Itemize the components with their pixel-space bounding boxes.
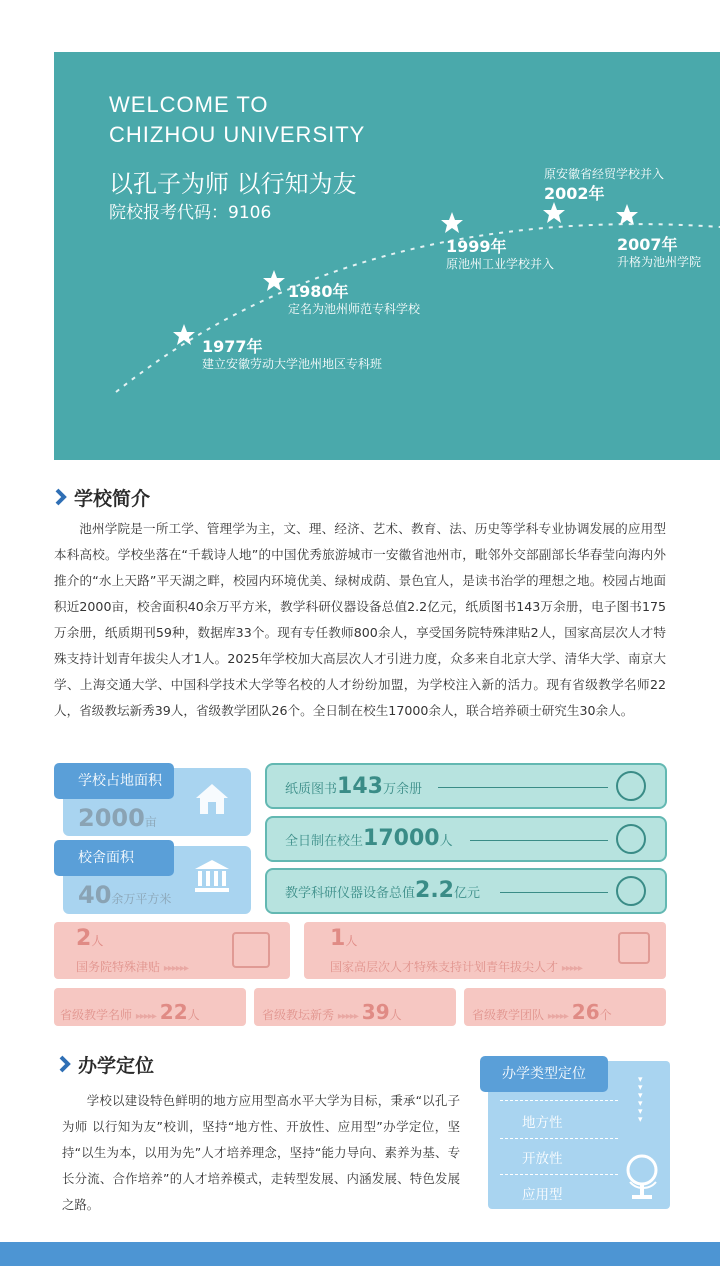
intro-paragraph: 池州学院是一所工学、管理学为主，文、理、经济、艺术、教育、法、历史等学科专业协调发展的应用型本科高校。学校坐落在“千载诗人地”的中国优秀旅游城市一安徽省池州市，毗邻外交部副部长华春莹向海内外推介的“水上天路”平天湖之畔，校园内环境优美、绿树成荫、景色宜人，是读书治学的理想之地。校园占地面积近2000亩，校舍面积40余万平方米，教学科研仪器设备总值2.2亿元，纸质图书143万余册，电子图书175万余册，纸质期刊59种，数据库33个。现有专任教师800余人，享受国务院特殊津贴2人，国家高层次人才特殊支持计划青年拔尖人才1人。2025年学校加大高层次人才引进力度，众多来自北京大学、清华大学、南京大学、上海交通大学、中国科学技术大学等名校的人才纷纷加盟，为学校注入新的活力。现有省级教学名师22人，省级教坛新秀39人，省级教学团队26个。全日制在校生17000余人，联合培养硕士研究生30余人。: [54, 521, 666, 718]
orientation-item-applied: 应用型: [522, 1187, 563, 1203]
area-value: 2000: [78, 804, 145, 832]
state-council-label: 国务院特殊津贴: [76, 960, 161, 974]
welcome-line-2: CHIZHOU UNIVERSITY: [109, 122, 366, 147]
books-value: 143: [337, 774, 383, 799]
intro-title: 学校简介: [74, 488, 151, 510]
building-unit: 余万平方米: [111, 892, 172, 906]
book-icon: [616, 771, 646, 801]
students-suffix: 人: [439, 834, 453, 849]
newstars-unit: 人: [389, 1008, 402, 1022]
star-icon: [616, 204, 638, 225]
welcome-line-1: WELCOME TO: [109, 92, 269, 117]
positioning-paragraph: 学校以建设特色鲜明的地方应用型高水平大学为目标，秉承“以孔子为师 以行知为友”校训，坚持“地方性、开放性、应用型”办学定位，坚持“以生为本，以用为先”人才培养理念，坚持“能力导向、素养为基、专长分流、合作培养”的人才培养模式，走转型发展、内涵发展、特色发展之路。: [62, 1093, 460, 1212]
down-arrows-icon: ▾ ▾ ▾ ▾ ▾ ▾: [638, 1075, 643, 1125]
school-motto: 以孔子为师 以行知为友: [109, 170, 357, 198]
equipment-suffix: 亿元: [454, 886, 481, 901]
top-talent-value: 1: [330, 926, 346, 951]
timeline-year-1999: 1999年: [446, 237, 507, 256]
star-icon: [173, 324, 195, 345]
teachers-value: 22: [159, 1000, 188, 1024]
area-unit: 亩: [144, 815, 157, 829]
state-council-label-group: 国务院特殊津贴 ▸▸▸▸▸▸: [76, 960, 188, 974]
building-value: 40: [78, 881, 112, 909]
timeline-desc-1980: 定名为池州师范专科学校: [288, 302, 421, 316]
timeline-desc-1999: 原池州工业学校并入: [446, 257, 555, 271]
equipment-arrow: [500, 892, 608, 893]
state-council-value-group: [76, 926, 103, 951]
orientation-divider: [500, 1100, 618, 1101]
timeline-desc-1977: 建立安徽劳动大学池州地区专科班: [202, 357, 383, 371]
timeline-year-1977: 1977年: [202, 337, 263, 356]
chevron-right-icon: [58, 1054, 72, 1074]
globe-icon: [622, 1150, 662, 1202]
top-talent-label: 国家高层次人才特殊支持计划青年拔尖人才: [330, 960, 559, 974]
timeline-year-2002: 2002年: [544, 184, 605, 203]
hero-banner: [54, 52, 720, 460]
state-council-unit: 人: [91, 934, 104, 948]
teachers-label: 省级教学名师: [60, 1008, 133, 1022]
building-label: 校舍面积: [54, 840, 174, 876]
teachers-text: 省级教学名师 ▸▸▸▸▸ 22人: [60, 1000, 200, 1024]
admission-code: 院校报考代码：9106: [109, 203, 272, 223]
students-text: [285, 826, 453, 851]
area-value-group: [78, 804, 157, 832]
star-icon: [263, 270, 285, 291]
state-council-value: 2: [76, 926, 92, 951]
teams-unit: 个: [599, 1008, 612, 1022]
orientation-divider: [500, 1138, 618, 1139]
timeline-desc-2002: 原安徽省经贸学校并入: [544, 167, 665, 181]
timeline-year-1980: 1980年: [288, 282, 349, 301]
books-text: [285, 774, 422, 799]
chevron-right-icon: [54, 487, 68, 507]
top-talent-unit: 人: [345, 934, 358, 948]
house-icon: [192, 779, 232, 819]
orientation-item-local: 地方性: [522, 1115, 563, 1131]
area-label: 学校占地面积: [54, 763, 174, 799]
timeline-desc-2007: 升格为池州学院: [617, 255, 702, 269]
teams-value: 26: [571, 1000, 600, 1024]
students-arrow: [470, 840, 608, 841]
orientation-divider: [500, 1174, 618, 1175]
newstars-value: 39: [361, 1000, 390, 1024]
newstars-text: 省级教坛新秀 ▸▸▸▸▸ 39人: [262, 1000, 402, 1024]
newstars-label: 省级教坛新秀: [262, 1008, 335, 1022]
top-talent-label-group: 国家高层次人才特殊支持计划青年拔尖人才 ▸▸▸▸▸: [330, 960, 582, 974]
equipment-prefix: 教学科研仪器设备总值: [285, 886, 416, 901]
star-icon: [543, 202, 565, 223]
books-prefix: 纸质图书: [285, 782, 338, 797]
students-value: 17000: [363, 826, 440, 851]
top-talent-value-group: [330, 926, 357, 951]
timeline-year-2007: 2007年: [617, 235, 678, 254]
teachers-unit: 人: [187, 1008, 200, 1022]
person-icon: [616, 824, 646, 854]
star-icon: [441, 212, 463, 233]
equipment-text: [285, 878, 480, 903]
telescope-icon: [616, 876, 646, 906]
books-suffix: 万余册: [382, 782, 422, 797]
building-value-group: [78, 881, 171, 909]
footer-bar: [0, 1242, 720, 1266]
orientation-item-open: 开放性: [522, 1151, 563, 1167]
books-arrow: [438, 787, 608, 788]
teams-label: 省级教学团队: [472, 1008, 545, 1022]
people-icon: [618, 932, 650, 964]
institution-icon: [192, 856, 232, 896]
graduate-icon: [232, 932, 270, 968]
positioning-title: 办学定位: [78, 1055, 155, 1077]
equipment-value: 2.2: [415, 878, 454, 903]
orientation-card-title: 办学类型定位: [480, 1056, 608, 1092]
students-prefix: 全日制在校生: [285, 834, 364, 849]
teams-text: 省级教学团队 ▸▸▸▸▸ 26个: [472, 1000, 612, 1024]
